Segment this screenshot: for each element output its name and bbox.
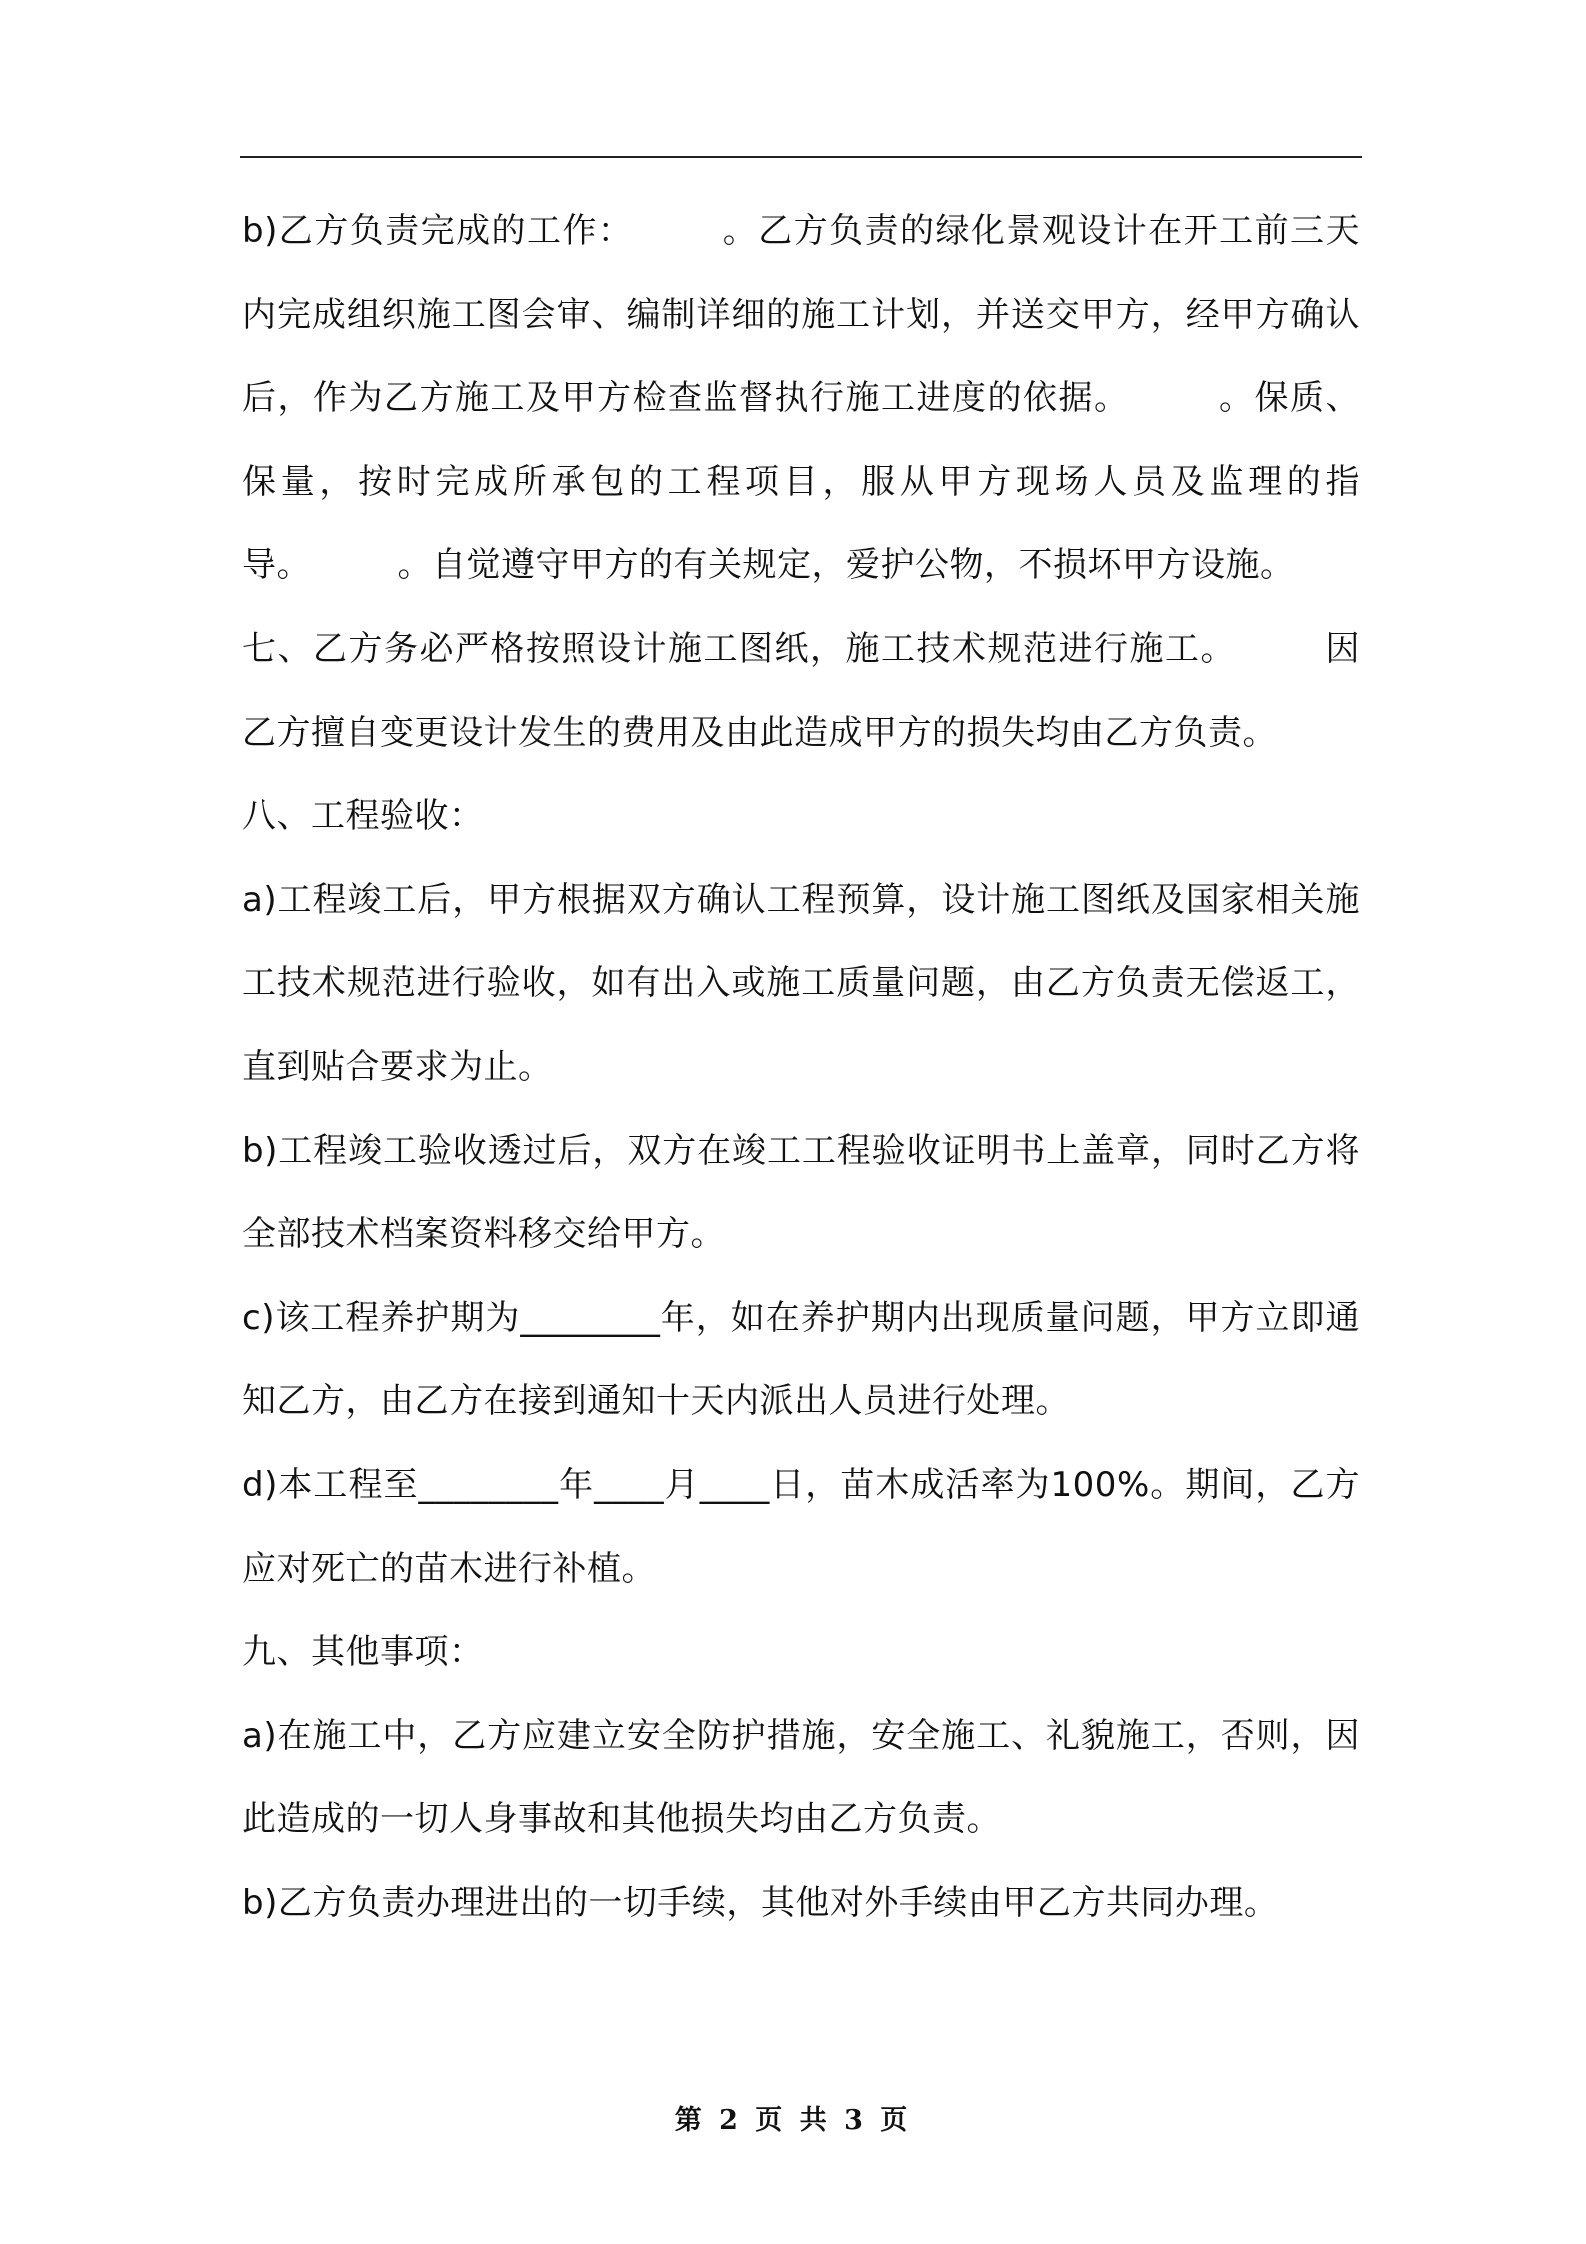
paragraph-8b: b)工程竣工验收透过后，双方在竣工工程验收证明书上盖章，同时乙方将全部技术档案资料移交给甲方。 <box>242 1130 1360 1255</box>
page-number-footer: 第 2 页 共 3 页 <box>674 2105 912 2136</box>
paragraph-b-contractor-duties: b)乙方负责完成的工作： 。乙方负责的绿化景观设计在开工前三天内完成组织施工图会审、编制详细的施工计划，并送交甲方，经甲方确认后，作为乙方施工及甲方检查监督执行施工进度的依据。 。保质、保量，按时完成所承包的工程项目，服从甲方现场人员及监理的指导。 。自觉遵守甲方的有关规定，爱护公物，不损坏甲方设施。 <box>242 211 1360 586</box>
heading-section-9: 九、其他事项： <box>242 1632 484 1673</box>
document-body <box>242 190 1360 1945</box>
paragraph-9b: b)乙方负责办理进出的一切手续，其他对外手续由甲乙方共同办理。 <box>242 1882 1279 1923</box>
heading-section-8: 八、工程验收： <box>242 796 484 837</box>
paragraph-9a: a)在施工中，乙方应建立安全防护措施，安全施工、礼貌施工，否则，因此造成的一切人身事故和其他损失均由乙方负责。 <box>242 1715 1360 1840</box>
paragraph-8a: a)工程竣工后，甲方根据双方确认工程预算，设计施工图纸及国家相关施工技术规范进行验收，如有出入或施工质量问题，由乙方负责无偿返工，直到贴合要求为止。 <box>242 879 1360 1087</box>
paragraph-8d: d)本工程至________年____月____日，苗木成活率为100%。期间，乙方应对死亡的苗木进行补植。 <box>242 1464 1360 1589</box>
paragraph-section-7: 七、乙方务必严格按照设计施工图纸，施工技术规范进行施工。 因乙方擅自变更设计发生的费用及由此造成甲方的损失均由乙方负责。 <box>242 628 1360 753</box>
header-rule <box>240 156 1362 158</box>
paragraph-8c: c)该工程养护期为________年，如在养护期内出现质量问题，甲方立即通知乙方，由乙方在接到通知十天内派出人员进行处理。 <box>242 1297 1360 1422</box>
